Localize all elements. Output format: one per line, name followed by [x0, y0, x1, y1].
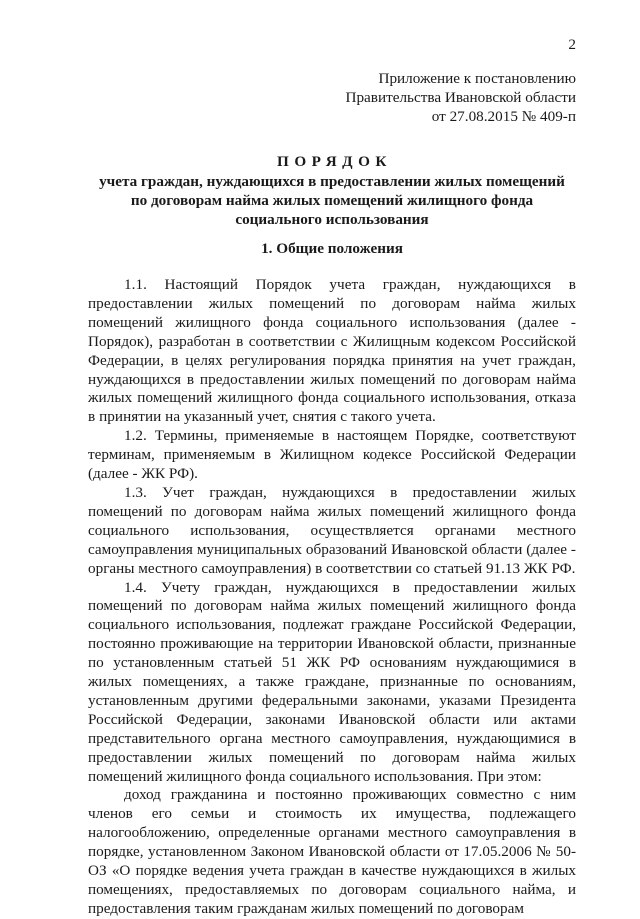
paragraph-1-2: 1.2. Термины, применяемые в настоящем Порядке, соответствуют терминам, применяемым в Жилищном кодексе Российской Федерации (далее - ЖК РФ). [88, 427, 576, 483]
page-number: 2 [568, 36, 576, 53]
appendix-header [300, 70, 576, 127]
section-heading: 1. Общие положения [261, 240, 403, 257]
appendix-line-1: Приложение к постановлению [378, 70, 576, 87]
paragraph-1-1: 1.1. Настоящий Порядок учета граждан, нуждающихся в предоставлении жилых помещений по договорам найма жилых помещений жилищного фонда социального использования (далее - Порядок), разработан в соответствии с Жилищным кодексом Российской Федерации, в целях регулирования порядка принятия на учет граждан, нуждающихся в предоставлении жилых помещений по договорам найма жилых помещений жилищного фонда социального использования, отказа в принятии на указанный учет, снятия с такого учета. [88, 276, 576, 426]
paragraph-1-4: 1.4. Учету граждан, нуждающихся в предоставлении жилых помещений по договорам найма жилых помещений жилищного фонда социального использования, подлежат граждане Российской Федерации, постоянно проживающие на территории Ивановской области, признанные по установленным статьей 51 ЖК РФ основаниям нуждающимися в жилых помещениях, а также граждане, признанные по основаниям, установленным другими федеральными законами, указами Президента Российской Федерации, законами Ивановской области или актами представительного органа местного самоуправления, нуждающимися в предоставлении жилых помещений по договорам найма жилых помещений жилищного фонда социального использования. При этом: [88, 578, 576, 785]
title-sub-line-3: социального использования [235, 210, 429, 228]
document-body [88, 276, 576, 919]
title-sub-line-1: учета граждан, нуждающихся в предоставлении жилых помещений [99, 172, 565, 190]
appendix-line-2: Правительства Ивановской области [345, 88, 576, 106]
paragraph-1-3: 1.3. Учет граждан, нуждающихся в предоставлении жилых помещений по договорам найма жилых помещений жилищного фонда социального использования, осуществляется органами местного самоуправления муниципальных образований Ивановской области (далее - органы местного самоуправления) в соответствии со статьей 91.13 ЖК РФ. [88, 483, 576, 577]
document-title [88, 153, 576, 229]
title-sub-line-2: по договорам найма жилых помещений жилищного фонда [130, 191, 534, 209]
appendix-line-3: от 27.08.2015 № 409-п [431, 107, 576, 125]
paragraph-income: доход гражданина и постоянно проживающих совместно с ним членов его семьи и стоимость их имущества, подлежащего налогообложению, определенные органами местного самоуправления в порядке, установленном Законом Ивановской области от 17.05.2006 № 50-ОЗ «О порядке ведения учета граждан в качестве нуждающихся в жилых помещениях, предоставляемых по договорам социального найма, и предоставления таким гражданам жилых помещений по договорам [88, 786, 576, 917]
title-main: ПОРЯДОК [277, 153, 392, 170]
